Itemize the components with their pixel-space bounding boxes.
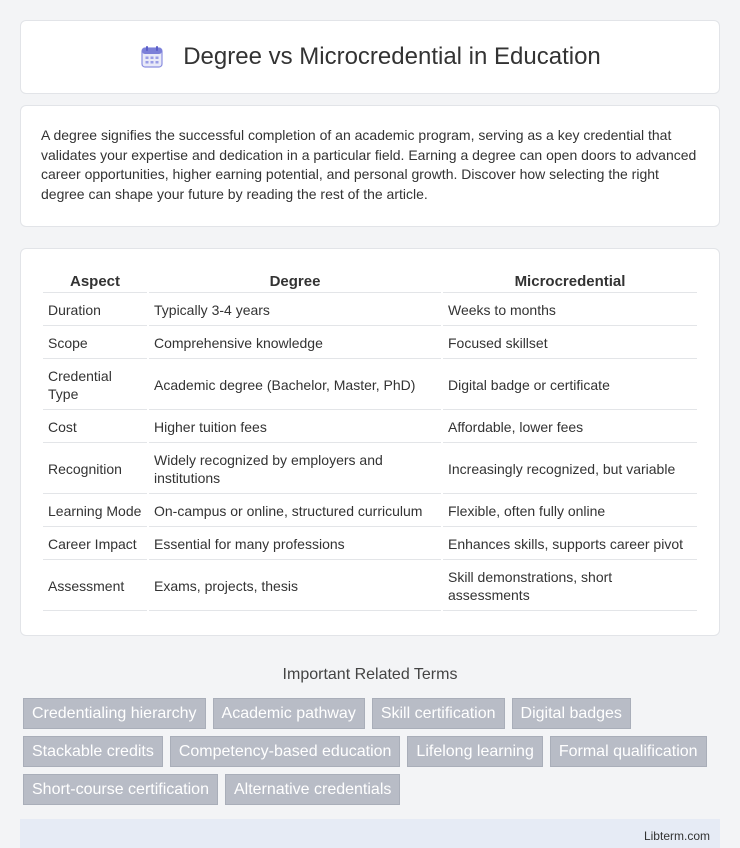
table-row <box>43 295 697 326</box>
table-row <box>43 445 697 494</box>
related-term-tag[interactable]: Skill certification <box>372 698 505 729</box>
related-term-tag[interactable]: Stackable credits <box>23 736 163 767</box>
cell-degree: Comprehensive knowledge <box>149 328 441 359</box>
cell-aspect: Assessment <box>43 562 147 611</box>
cell-microcredential: Skill demonstrations, short assessments <box>443 562 697 611</box>
table-row <box>43 562 697 611</box>
comparison-table <box>41 269 699 613</box>
related-term-tag[interactable]: Formal qualification <box>550 736 707 767</box>
cell-aspect: Credential Type <box>43 361 147 410</box>
table-row <box>43 496 697 527</box>
related-term-tag[interactable]: Digital badges <box>512 698 631 729</box>
related-term-tag[interactable]: Lifelong learning <box>407 736 542 767</box>
cell-microcredential: Affordable, lower fees <box>443 412 697 443</box>
cell-aspect: Learning Mode <box>43 496 147 527</box>
cell-microcredential: Increasingly recognized, but variable <box>443 445 697 494</box>
related-term-tag[interactable]: Short-course certification <box>23 774 218 805</box>
table-row <box>43 361 697 410</box>
cell-microcredential: Digital badge or certificate <box>443 361 697 410</box>
related-terms-title: Important Related Terms <box>282 666 458 683</box>
cell-microcredential: Flexible, often fully online <box>443 496 697 527</box>
cell-aspect: Career Impact <box>43 529 147 560</box>
cell-degree: Exams, projects, thesis <box>149 562 441 611</box>
table-row <box>43 328 697 359</box>
cell-microcredential: Weeks to months <box>443 295 697 326</box>
cell-degree: Higher tuition fees <box>149 412 441 443</box>
cell-microcredential: Focused skillset <box>443 328 697 359</box>
table-row <box>43 412 697 443</box>
header-degree: Degree <box>149 271 441 293</box>
cell-aspect: Duration <box>43 295 147 326</box>
calendar-icon <box>139 44 165 70</box>
table-row <box>43 529 697 560</box>
footer <box>20 819 720 848</box>
related-term-tag[interactable]: Alternative credentials <box>225 774 400 805</box>
cell-aspect: Cost <box>43 412 147 443</box>
cell-degree: On-campus or online, structured curriculum <box>149 496 441 527</box>
cell-degree: Academic degree (Bachelor, Master, PhD) <box>149 361 441 410</box>
cell-degree: Essential for many professions <box>149 529 441 560</box>
related-term-tag[interactable]: Competency-based education <box>170 736 401 767</box>
table-header-row <box>43 271 697 293</box>
cell-microcredential: Enhances skills, supports career pivot <box>443 529 697 560</box>
header-aspect: Aspect <box>43 271 147 293</box>
comparison-table-card <box>20 248 720 636</box>
header-microcredential: Microcredential <box>443 271 697 293</box>
related-term-tag[interactable]: Credentialing hierarchy <box>23 698 206 729</box>
cell-aspect: Recognition <box>43 445 147 494</box>
related-term-tag[interactable]: Academic pathway <box>213 698 365 729</box>
related-terms-tags <box>20 698 720 805</box>
intro-card <box>20 105 720 227</box>
cell-degree: Widely recognized by employers and institutions <box>149 445 441 494</box>
page-title: Degree vs Microcredential in Education <box>183 43 601 70</box>
header-card <box>20 20 720 94</box>
footer-site-link[interactable]: Libterm.com <box>643 829 710 843</box>
cell-aspect: Scope <box>43 328 147 359</box>
cell-degree: Typically 3-4 years <box>149 295 441 326</box>
intro-text: A degree signifies the successful completion of an academic program, serving as a key credential that validates your expertise and dedication in a particular field. Earning a degree can open doors to advanced career opportunities, higher earning potential, and personal growth. Discover how selecting the right degree can shape your future by reading the rest of the article. <box>41 127 697 202</box>
